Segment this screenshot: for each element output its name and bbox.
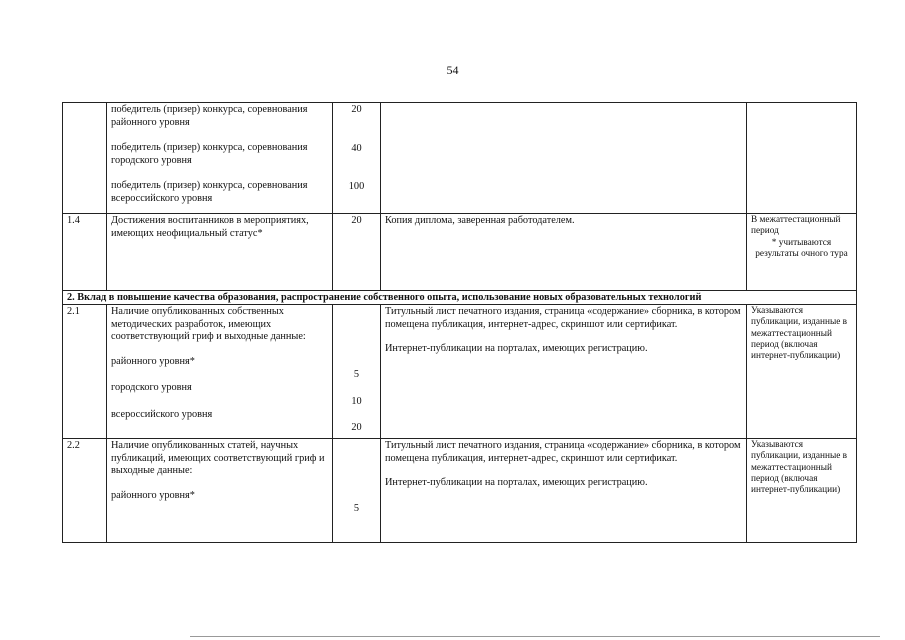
item-number-cell: 2.1	[63, 305, 107, 439]
criteria-table	[62, 102, 857, 543]
page-number: 54	[446, 63, 459, 77]
item-number-cell	[63, 103, 107, 214]
section-heading-row	[63, 291, 857, 305]
criterion-cell	[107, 103, 333, 214]
level-label: городского уровня	[111, 382, 192, 394]
level-label: районного уровня*	[111, 489, 195, 501]
points-value: 20	[351, 422, 362, 434]
points-value: 40	[351, 142, 362, 154]
documents-text: Титульный лист печатного издания, страница «содержание» сборника, в котором помещена публикация, интернет-адрес, скриншот или сертификат.	[385, 440, 741, 464]
points-value: 5	[353, 503, 360, 514]
points-cell	[333, 439, 381, 543]
section-title: 2. Вклад в повышение качества образования, распространение собственного опыта, использование новых образовательных технологий	[63, 291, 857, 305]
table-row-1-4	[63, 214, 857, 291]
documents-text: Титульный лист печатного издания, страница «содержание» сборника, в котором помещена публикация, интернет-адрес, скриншот или сертификат.	[385, 306, 741, 330]
scan-edge-line	[190, 636, 880, 637]
points-value: 10	[351, 395, 362, 407]
remark-text: В межаттестационный период	[751, 215, 841, 237]
table-row-2-1	[63, 305, 857, 439]
documents-cell: Копия диплома, заверенная работодателем.	[381, 214, 747, 291]
table-row-continuation	[63, 103, 857, 214]
table-row-2-2	[63, 439, 857, 543]
documents-cell	[381, 305, 747, 439]
remark-note: * учитываются результаты очного тура	[755, 237, 848, 259]
documents-cell	[381, 439, 747, 543]
criterion-text: Наличие опубликованных статей, научных публикаций, имеющих соответствующий гриф и выходные данные:	[111, 440, 325, 477]
criterion-item: победитель (призер) конкурса, соревнования городского уровня	[111, 142, 308, 166]
remark-cell	[747, 214, 857, 291]
points-cell: 20	[333, 214, 381, 291]
documents-cell	[381, 103, 747, 214]
documents-note: Интернет-публикации на порталах, имеющих регистрацию.	[385, 477, 648, 489]
criterion-cell: Достижения воспитанников в мероприятиях, имеющих неофициальный статус*	[107, 214, 333, 291]
level-label: всероссийского уровня	[111, 408, 213, 420]
remark-cell	[747, 103, 857, 214]
points-value: 20	[351, 104, 362, 115]
criterion-item: победитель (призер) конкурса, соревнования районного уровня	[111, 104, 308, 128]
remark-cell: Указываются публикации, изданные в межаттестационный период (включая интернет-публикации)	[747, 305, 857, 439]
criterion-cell	[107, 305, 333, 439]
item-number-cell: 1.4	[63, 214, 107, 291]
criterion-text: Наличие опубликованных собственных методических разработок, имеющих соответствующий гриф и выходные данные:	[111, 306, 306, 343]
points-value: 5	[353, 369, 360, 380]
points-cell	[333, 305, 381, 439]
level-label: районного уровня*	[111, 355, 195, 367]
documents-note: Интернет-публикации на порталах, имеющих регистрацию.	[385, 343, 648, 355]
remark-cell: Указываются публикации, изданные в межаттестационный период (включая интернет-публикации)	[747, 439, 857, 543]
points-value: 100	[348, 181, 365, 193]
criterion-item: победитель (призер) конкурса, соревнования всероссийского уровня	[111, 180, 308, 204]
item-number-cell: 2.2	[63, 439, 107, 543]
criterion-cell	[107, 439, 333, 543]
points-cell	[333, 103, 381, 214]
